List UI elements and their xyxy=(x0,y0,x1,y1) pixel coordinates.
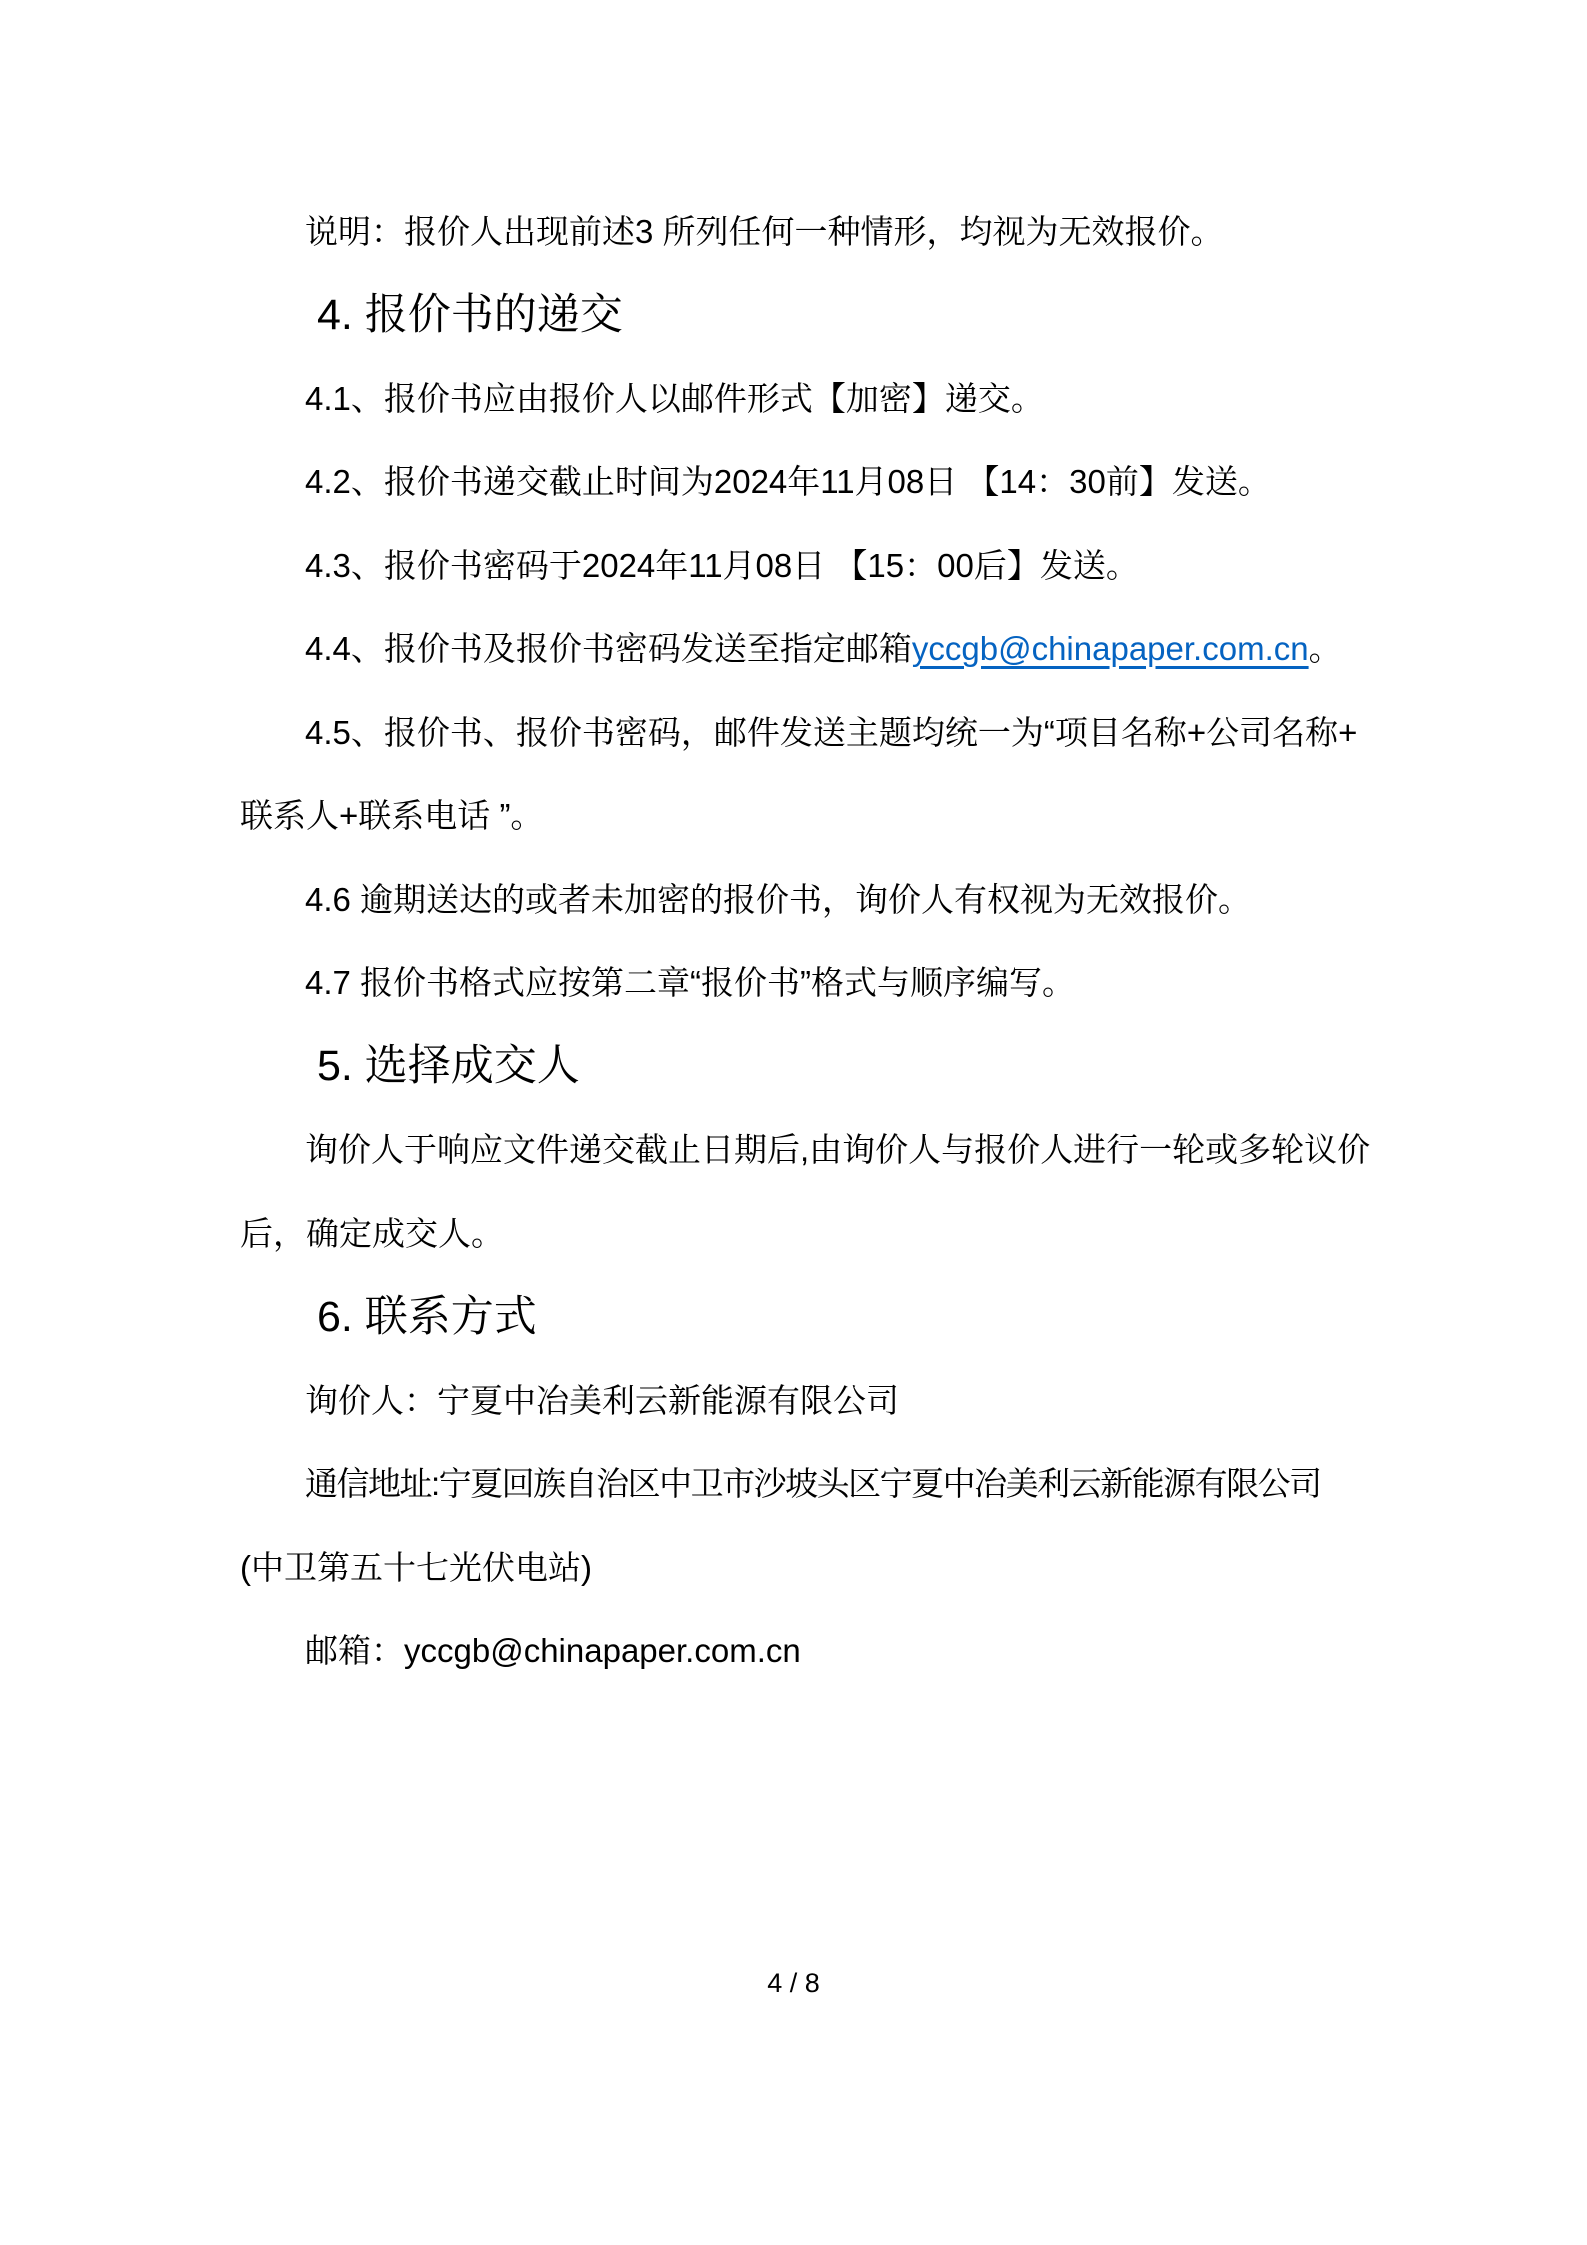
page-number: 4 / 8 xyxy=(767,1968,820,1998)
note-line: 说明：报价人出现前述3 所列任何一种情形，均视为无效报价。 xyxy=(305,212,1224,250)
email-line: 邮箱：yccgb@chinapaper.com.cn xyxy=(305,1632,801,1670)
section-6-heading: 6. 联系方式 xyxy=(317,1292,537,1341)
clause-4-5-line-1: 4.5、报价书、报价书密码，邮件发送主题均统一为“项目名称+公司名称+ xyxy=(305,713,1358,751)
inquirer-line: 询价人：宁夏中冶美利云新能源有限公司 xyxy=(305,1381,899,1419)
clause-4-4-period: 。 xyxy=(1308,630,1342,668)
clause-4-4-text: 4.4、报价书及报价书密码发送至指定邮箱 xyxy=(305,630,912,668)
clause-4-7: 4.7 报价书格式应按第二章“报价书”格式与顺序编写。 xyxy=(305,964,1076,1002)
document-body xyxy=(240,190,1371,1693)
section-4-heading: 4. 报价书的递交 xyxy=(317,290,623,339)
section-5-paragraph-line-2: 后，确定成交人。 xyxy=(240,1214,504,1252)
clause-4-3: 4.3、报价书密码于2024年11月08日 【15：00后】发送。 xyxy=(305,546,1139,584)
address-line-1: 通信地址:宁夏回族自治区中卫市沙坡头区宁夏中冶美利云新能源有限公司 xyxy=(305,1465,1321,1503)
clause-4-2: 4.2、报价书递交截止时间为2024年11月08日 【14：30前】发送。 xyxy=(305,463,1271,501)
section-5-heading: 5. 选择成交人 xyxy=(317,1042,580,1091)
address-line-2: (中卫第五十七光伏电站) xyxy=(240,1548,592,1586)
clause-4-6: 4.6 逾期送达的或者未加密的报价书，询价人有权视为无效报价。 xyxy=(305,880,1252,918)
clause-4-1: 4.1、报价书应由报价人以邮件形式【加密】递交。 xyxy=(305,379,1044,417)
clause-4-4 xyxy=(240,608,1350,692)
email-link[interactable]: yccgb@chinapaper.com.cn xyxy=(911,630,1309,668)
section-5-paragraph-line-1: 询价人于响应文件递交截止日期后,由询价人与报价人进行一轮或多轮议价 xyxy=(305,1131,1371,1169)
clause-4-5-line-2: 联系人+联系电话 ”。 xyxy=(240,797,544,835)
